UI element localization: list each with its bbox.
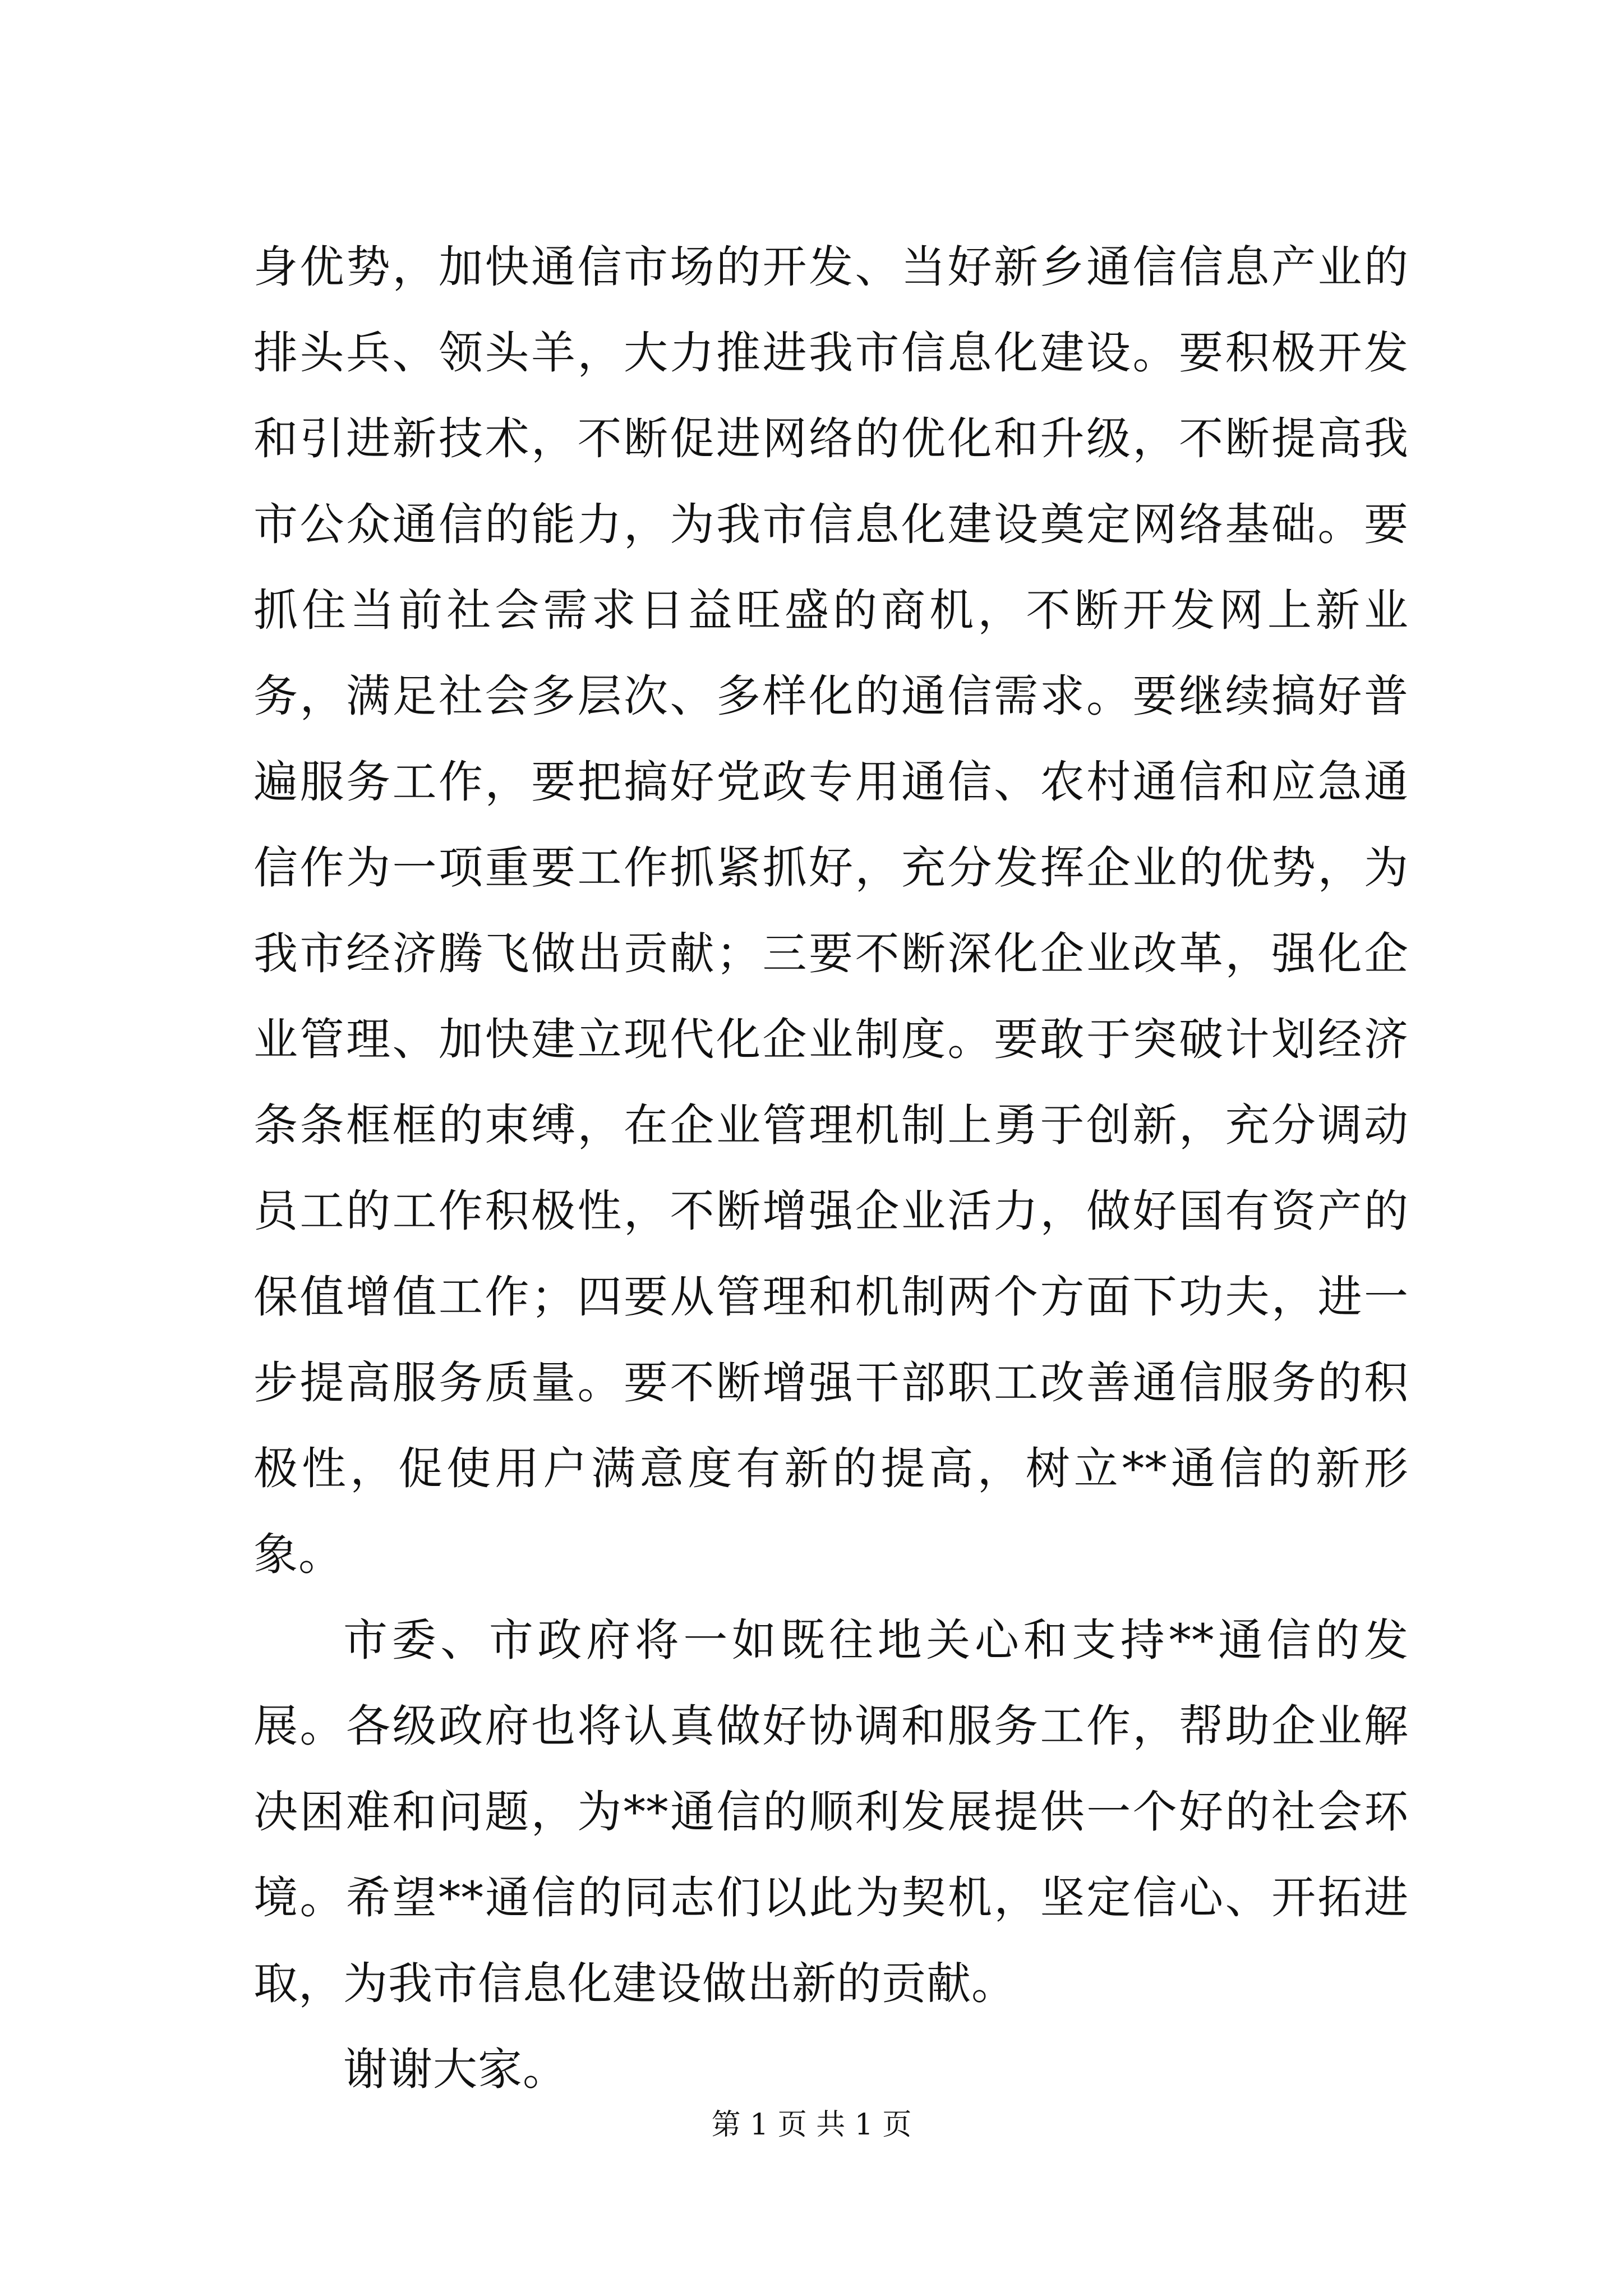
paragraph-3: 谢谢大家。 xyxy=(343,2044,568,2095)
paragraph-1: 身优势，加快通信市场的开发、当好新乡通信信息产业的排头兵、领头羊，大力推进我市信息化建设。要积极开发和引进新技术，不断促进网络的优化和升级，不断提高我市公众通信的能力，为我市信息化建设奠定网络基础。要抓住当前社会需求日益旺盛的商机，不断开发网上新业务，满足社会多层次、多样化的通信需求。要继续搞好普遍服务工作，要把搞好党政专用通信、农村通信和应急通信作为一项重要工作抓紧抓好，充分发挥企业的优势，为我市经济腾飞做出贡献；三要不断深化企业改革，强化企业管理、加快建立现代化企业制度。要敢于突破计划经济条条框框的束缚，在企业管理机制上勇于创新，充分调动员工的工作积极性，不断增强企业活力，做好国有资产的保值增值工作；四要从管理和机制两个方面下功夫，进一步提高服务质量。要不断增强干部职工改善通信服务的积极性，促使用户满意度有新的提高，树立**通信的新形象。 xyxy=(253,241,1409,1580)
page-number-label: 第 1 页 共 1 页 xyxy=(711,2108,912,2142)
document-body xyxy=(253,224,1409,2113)
paragraph-2: 市委、市政府将一如既往地关心和支持**通信的发展。各级政府也将认真做好协调和服务工作，帮助企业解决困难和问题，为**通信的顺利发展提供一个好的社会环境。希望**通信的同志们以此为契机，坚定信心、开拓进取，为我市信息化建设做出新的贡献。 xyxy=(253,1614,1409,2009)
page-footer xyxy=(0,2101,1623,2143)
